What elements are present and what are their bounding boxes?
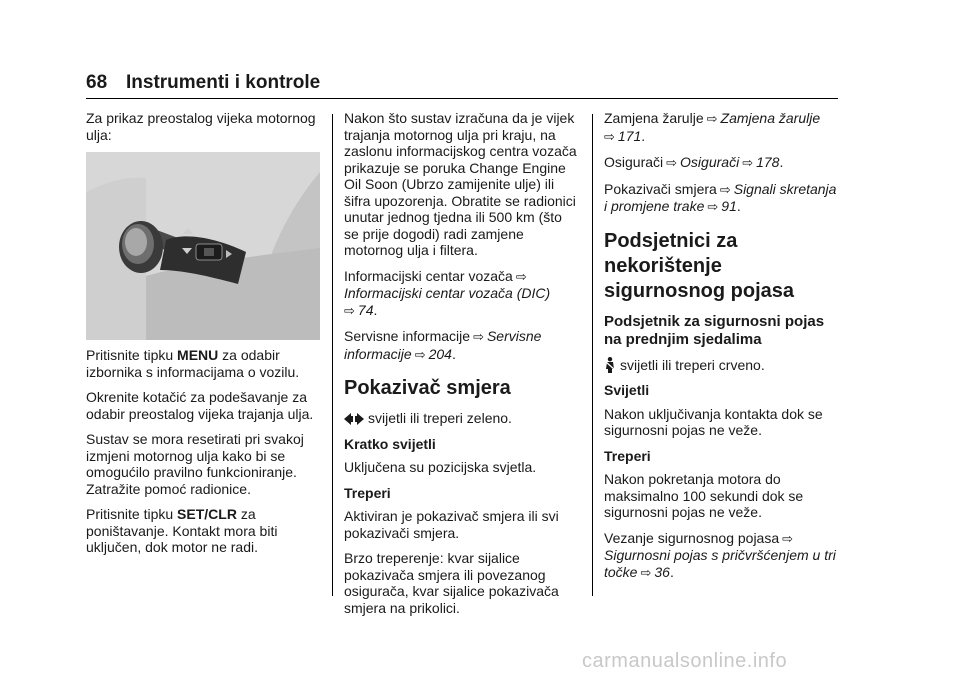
reference-arrow-icon: ⇨ xyxy=(640,564,652,580)
setclr-instruction: Pritisnite tipku SET/CLR za poništavanje. Kontakt mora biti uključen, dok motor ne radi. xyxy=(86,506,278,555)
lit-text: Nakon uključivanja kontakta dok se sigurnosni pojas ne veže. xyxy=(604,405,823,438)
seatbelt-status: svijetli ili treperi crveno. xyxy=(604,357,840,374)
column-divider-1 xyxy=(332,114,333,596)
service-page-link[interactable]: 204 xyxy=(428,345,452,362)
seatbelt-icon xyxy=(604,357,616,373)
stalk-illustration xyxy=(86,152,320,340)
signal-reference: Pokazivači smjera ⇨ Signali skretanja i promjene trake ⇨ 91. xyxy=(604,180,837,214)
wheel-instruction: Okrenite kotačić za podešavanje za odabir preostalog vijeka trajanja ulja. xyxy=(86,389,314,422)
dic-link[interactable]: Informacijski centar vozača (DIC) xyxy=(344,285,551,301)
column-3 xyxy=(604,110,840,590)
reference-arrow-icon: ⇨ xyxy=(666,155,678,170)
front-seatbelt-subheading: Podsjetnik za sigurnosni pojas na prednjim sjedalima xyxy=(604,312,825,348)
turn-signal-heading: Pokazivač smjera xyxy=(344,377,511,399)
bulb-page-link[interactable]: 171 xyxy=(617,127,642,144)
watermark: carmanualsonline.info xyxy=(582,650,788,672)
service-link[interactable]: Servisne informacije xyxy=(344,328,542,362)
belt-flashing-text: Nakon pokretanja motora do maksimalno 100 sekundi dok se sigurnosni pojas ne veže. xyxy=(604,471,804,520)
reference-arrow-icon: ⇨ xyxy=(706,111,718,126)
bulb-link[interactable]: Zamjena žarulje xyxy=(720,110,821,126)
reference-arrow-icon: ⇨ xyxy=(515,268,527,284)
fasten-page-link[interactable]: 36 xyxy=(654,563,670,580)
reference-arrow-icon: ⇨ xyxy=(719,181,731,197)
signal-page-link[interactable]: 91 xyxy=(721,198,737,214)
short-lit-text: Uključena su pozicijska svjetla. xyxy=(344,459,537,475)
reference-arrow-icon: ⇨ xyxy=(604,128,615,144)
column-1 xyxy=(86,110,320,565)
reference-arrow-icon: ⇨ xyxy=(782,530,794,546)
turn-signal-status: svijetli ili treperi zeleno. xyxy=(344,410,580,427)
reference-arrow-icon: ⇨ xyxy=(344,302,355,318)
lit-title: Svijetli xyxy=(604,382,650,398)
fuse-link[interactable]: Osigurači xyxy=(680,154,740,170)
fuse-reference: Osigurači ⇨ Osigurači ⇨ 178. xyxy=(604,154,784,170)
column-2 xyxy=(344,110,580,625)
intro-text: Za prikaz preostalog vijeka motornog ulja: xyxy=(86,110,316,143)
menu-key-label: MENU xyxy=(177,347,219,363)
flashing-title: Treperi xyxy=(344,484,391,501)
service-reference: Servisne informacije ⇨ Servisne informacije ⇨ 204. xyxy=(344,328,542,362)
setclr-key-label: SET/CLR xyxy=(177,506,237,522)
flashing-text: Aktiviran je pokazivač smjera ili svi pokazivači smjera. xyxy=(344,508,559,541)
dic-reference: Informacijski centar vozača ⇨ Informacijski centar vozača (DIC) ⇨ 74. xyxy=(344,267,551,318)
page-header xyxy=(86,72,838,98)
fasten-reference: Vezanje sigurnosnog pojasa ⇨ Sigurnosni pojas s pričvršćenjem u tri točke ⇨ 36. xyxy=(604,529,836,580)
dic-page-link[interactable]: 74 xyxy=(357,301,374,318)
turn-signal-icon xyxy=(344,412,364,426)
reference-arrow-icon: ⇨ xyxy=(414,346,426,362)
oil-life-text: Nakon što sustav izračuna da je vijek trajanja motornog ulja pri kraju, na zaslonu informacijskog centra vozača prikazuje se poruka Change Engine Oil Soon (Ubrzo zamijenite ulje) ili šifra upozorenja. Obratite se radionici unutar jednog tjedna ili 500 km (što se prije dogodi) radi zamjene motornog ulja i filtera. xyxy=(344,110,577,258)
column-divider-2 xyxy=(592,114,593,596)
signal-link[interactable]: Signali skretanja i promjene trake xyxy=(604,180,837,214)
reference-arrow-icon: ⇨ xyxy=(473,329,484,344)
short-lit-title: Kratko svijetli xyxy=(344,435,436,452)
bulb-reference: Zamjena žarulje ⇨ Zamjena žarulje ⇨ 171. xyxy=(604,110,821,144)
header-rule xyxy=(86,98,838,99)
reset-note: Sustav se mora resetirati pri svakoj izmjeni motornog ulja kako bi se omogućilo pravilno funkcioniranje. Zatražite pomoć radionice. xyxy=(86,431,304,497)
fast-flashing-text: Brzo treperenje: kvar sijalice pokazivača smjera ili povezanog osigurača, kvar sijalice pokazivača smjera na prikolici. xyxy=(344,550,559,616)
fasten-link[interactable]: Sigurnosni pojas s pričvršćenjem u tri točke xyxy=(604,547,836,580)
belt-flashing-title: Treperi xyxy=(604,447,651,464)
reference-arrow-icon: ⇨ xyxy=(742,155,754,170)
menu-instruction: Pritisnite tipku MENU za odabir izbornika s informacijama o vozilu. xyxy=(86,347,300,380)
seatbelt-heading: Podsjetnici za nekorištenje sigurnosnog pojasa xyxy=(604,229,795,302)
chapter-title: Instrumenti i kontrole xyxy=(126,72,321,93)
fuse-page-link[interactable]: 178 xyxy=(756,154,780,170)
page-number: 68 xyxy=(86,72,108,93)
reference-arrow-icon: ⇨ xyxy=(707,199,719,214)
